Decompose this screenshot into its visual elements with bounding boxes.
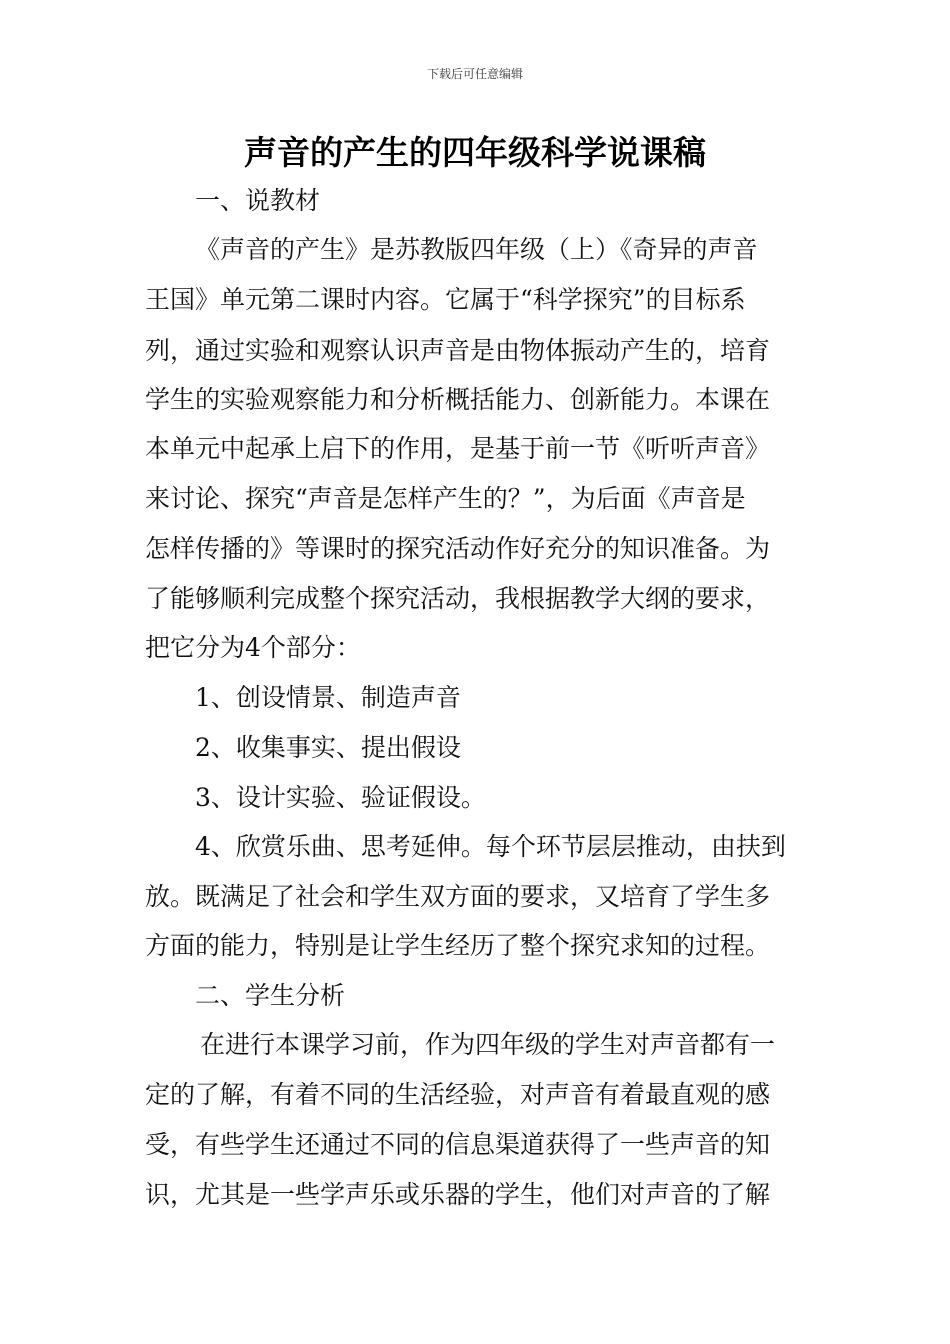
list-item: 3、设计实验、验证假设。	[195, 783, 486, 812]
document-title: 声音的产生的四年级科学说课稿	[244, 133, 706, 172]
paragraph-line: 列，通过实验和观察认识声音是由物体振动产生的，培育	[145, 336, 771, 365]
section-heading: 二、学生分析	[195, 981, 346, 1010]
paragraph-line: 本单元中起承上启下的作用，是基于前一节《听听声音》	[145, 434, 771, 463]
paragraph-line: 来讨论、探究“声音是怎样产生的？”，为后面《声音是	[145, 484, 746, 513]
paragraph-line: 怎样传播的》等课时的探究活动作好充分的知识准备。为	[145, 534, 771, 563]
paragraph-line: 学生的实验观察能力和分析概括能力、创新能力。本课在	[145, 385, 771, 414]
paragraph-line: 王国》单元第二课时内容。它属于“科学探究”的目标系	[145, 285, 746, 314]
paragraph-line: 方面的能力，特别是让学生经历了整个探究求知的过程。	[145, 931, 771, 960]
paragraph-line: 《声音的产生》是苏教版四年级（上）《奇异的声音	[195, 235, 758, 264]
paragraph-line: 放。既满足了社会和学生双方面的要求，又培育了学生多	[145, 882, 771, 911]
paragraph-line: 受，有些学生还通过不同的信息渠道获得了一些声音的知	[145, 1130, 771, 1159]
paragraph-line: 4、欣赏乐曲、思考延伸。每个环节层层推动，由扶到	[195, 832, 786, 861]
list-item: 2、收集事实、提出假设	[195, 733, 461, 762]
paragraph-line: 了能够顺利完成整个探究活动，我根据教学大纲的要求，	[145, 584, 771, 613]
paragraph-line: 识，尤其是一些学声乐或乐器的学生，他们对声音的了解	[145, 1180, 771, 1209]
paragraph-line: 把它分为4个部分：	[145, 633, 361, 662]
section-heading: 一、说教材	[195, 186, 321, 215]
list-item: 1、创设情景、制造声音	[195, 683, 461, 712]
paragraph-line: 定的了解，有着不同的生活经验，对声音有着最直观的感	[145, 1080, 771, 1109]
page-header: 下载后可任意编辑	[426, 67, 523, 81]
paragraph-line: 在进行本课学习前，作为四年级的学生对声音都有一	[200, 1030, 776, 1059]
